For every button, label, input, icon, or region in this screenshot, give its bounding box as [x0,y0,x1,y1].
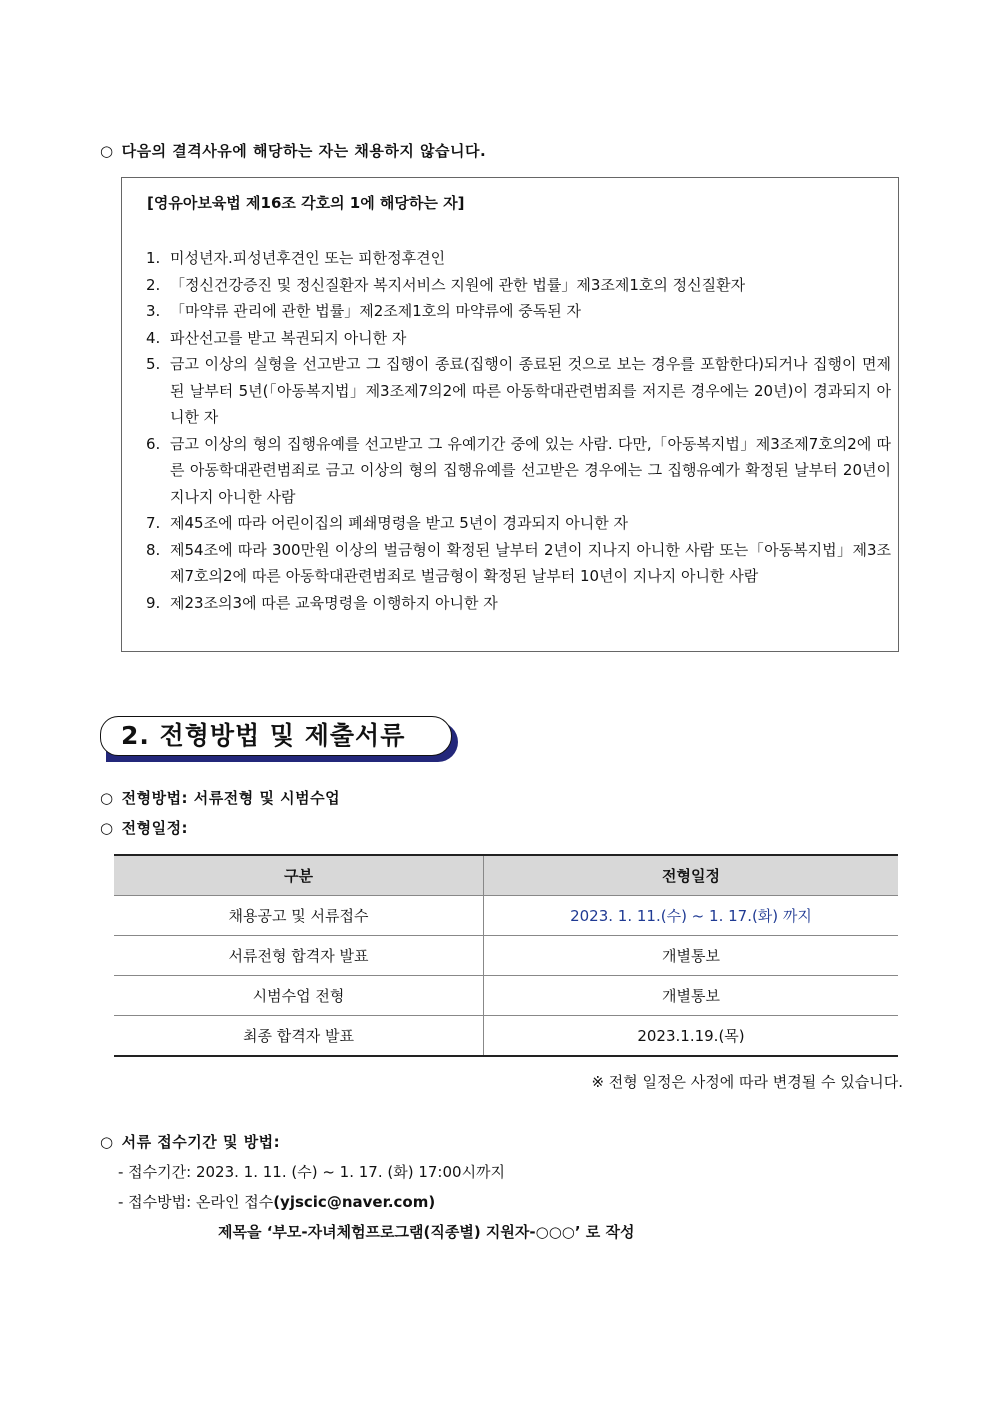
circle-bullet-icon: ○ [100,819,114,837]
table-cell: 2023.1.19.(목) [484,1016,899,1057]
table-row [114,896,898,936]
table-cell: 최종 합격자 발표 [114,1016,484,1057]
submission-heading: ○ 서류 접수기간 및 방법: [100,1133,281,1151]
circle-bullet-icon: ○ [100,789,114,807]
list-item: 9. 제23조의3에 따른 교육명령을 이행하지 아니한 자 [146,593,498,612]
selection-method: ○ 전형방법: 서류전형 및 시범수업 [100,789,341,807]
disqualification-list [146,245,891,616]
list-item: 2. 「정신건강증진 및 정신질환자 복지서비스 지원에 관한 법률」제3조제1호의 정신질환자 [146,275,746,294]
section-title: 2. 전형방법 및 제출서류 [100,716,452,756]
circle-bullet-icon: ○ [100,142,114,160]
list-item: 5. 금고 이상의 실형을 선고받고 그 집행이 종료(집행이 종료된 것으로 보는 경우를 포함한다)되거나 집행이 면제된 날부터 5년(「아동복지법」제3조제7의2에 따른 아동학대관련범죄를 저지른 경우에는 20년)이 경과되지 아니한 자 [146,355,891,426]
schedule-label: ○ 전형일정: [100,819,189,837]
table-cell-highlight: 2023. 1. 11.(수) ~ 1. 17.(화) 까지 [484,896,899,936]
list-item: 6. 금고 이상의 형의 집행유예를 선고받고 그 유예기간 중에 있는 사람. 다만,「아동복지법」제3조제7호의2에 따른 아동학대관련범죄로 금고 이상의 형의 집행유예를 선고받은 경우에는 그 집행유예가 확정된 날부터 20년이 지나지 아니한 사람 [146,434,891,506]
table-cell: 개별통보 [484,936,899,976]
schedule-table [114,854,898,1057]
subject-instruction: 제목을 ‘부모-자녀체험프로그램(직종별) 지원자-○○○’ 로 작성 [218,1223,635,1241]
disqualification-box [121,177,899,652]
table-cell: 서류전형 합격자 발표 [114,936,484,976]
table-header-row [114,855,898,896]
submission-period: - 접수기간: 2023. 1. 11. (수) ~ 1. 17. (화) 17:00시까지 [118,1163,506,1181]
disqualification-heading: ○ 다음의 결격사유에 해당하는 자는 채용하지 않습니다. [100,142,487,160]
table-row [114,1016,898,1057]
disqualification-box-title: [영유아보육법 제16조 각호의 1에 해당하는 자] [147,194,465,212]
list-item: 1. 미성년자.피성년후견인 또는 피한정후견인 [146,249,446,267]
table-row [114,976,898,1016]
table-cell: 채용공고 및 서류접수 [114,896,484,936]
list-item: 7. 제45조에 따라 어린이집의 폐쇄명령을 받고 5년이 경과되지 아니한 자 [146,514,629,532]
submission-method: - 접수방법: 온라인 접수(yjscic@naver.com) [118,1193,436,1211]
list-item: 4. 파산선고를 받고 복권되지 아니한 자 [146,328,407,347]
list-item: 3. 「마약류 관리에 관한 법률」제2조제1호의 마약류에 중독된 자 [146,302,581,320]
table-cell: 시범수업 전형 [114,976,484,1016]
column-header: 전형일정 [484,855,899,896]
table-cell: 개별통보 [484,976,899,1016]
table-row [114,936,898,976]
circle-bullet-icon: ○ [100,1133,114,1151]
list-item: 8. 제54조에 따라 300만원 이상의 벌금형이 확정된 날부터 2년이 지나지 아니한 사람 또는「아동복지법」제3조제7호의2에 따른 아동학대관련범죄로 벌금형이 확정된 날부터 10년이 지나지 아니한 사람 [146,540,891,585]
section-2-header [100,716,460,764]
column-header: 구분 [114,855,484,896]
email-address: (yjscic@naver.com) [273,1193,436,1211]
schedule-note: ※ 전형 일정은 사정에 따라 변경될 수 있습니다. [591,1073,903,1091]
